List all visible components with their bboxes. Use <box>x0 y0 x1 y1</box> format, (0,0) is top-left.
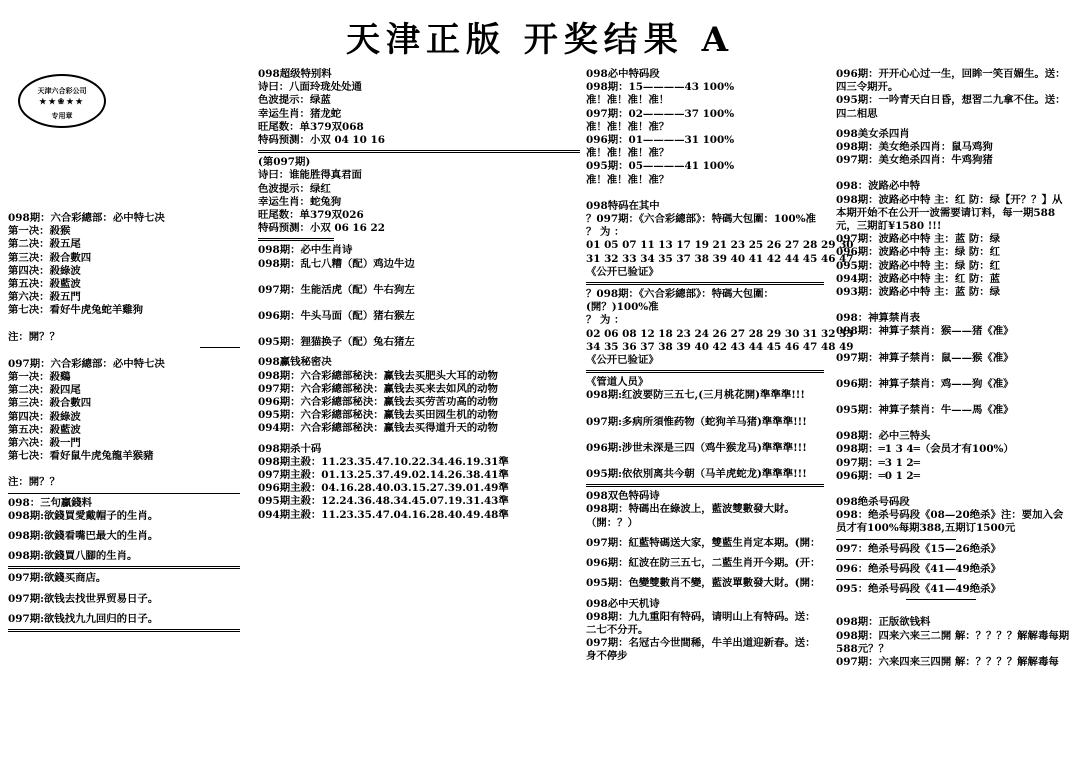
lucky-zodiac-line: 幸运生肖：蛇兔狗 <box>258 195 342 208</box>
color-poem-line: 097期：紅藍特碼送大家，雙藍生肖定本期。(開： <box>586 536 821 549</box>
divider <box>836 539 956 540</box>
phrase-line: 097期:欲钱找九九回归的日子。 <box>8 612 159 625</box>
note-line: 注：開？？ <box>8 476 60 489</box>
block-seven-decisions-098-title: 098期：六合彩總部：必中特七决 <box>8 212 165 224</box>
pipeline-line: 098期:红波要防三五七,(三月桃花開)準準準!!! <box>586 389 805 402</box>
phrase-line: 098期:欲錢看嘴巴最大的生肖。 <box>8 530 159 543</box>
kill-line: 095期主殺：12.24.36.48.34.45.07.19.31.43準 <box>258 495 509 508</box>
block-special-title: 098超级特别料 <box>258 68 332 80</box>
wave-line: 094期：波路必中特 主：红 防：蓝 <box>836 272 1001 285</box>
page-title: 天津正版 开奖结果 A <box>345 20 735 60</box>
block-color-poem-title: 098双色特码诗 <box>586 490 660 503</box>
kill-line: 094期主殺：11.23.35.47.04.16.28.40.49.48準 <box>258 508 509 521</box>
block-wave-title: 098：波路必中特 <box>836 180 921 193</box>
lucky-zodiac-line: 幸运生肖：猪龙蛇 <box>258 107 342 120</box>
block-secret-title: 098赢钱秘密决 <box>258 356 332 369</box>
range-line: 097期：02————37 100% <box>586 107 735 120</box>
wave-line: 095期：波路必中特 主：绿 防：红 <box>836 259 1001 272</box>
block-pipeline-title: 《管道人员》 <box>586 376 649 389</box>
color-poem-line: 098期：特碼出在綠波上，藍波雙數發大財。（開：？） <box>586 503 795 529</box>
divider <box>8 629 240 632</box>
secret-line: 098期：六合彩總部秘決：赢钱去买肥头大耳的动物 <box>258 369 498 382</box>
phrase-line: 098期:欲錢買愛戴帽子的生肖。 <box>8 509 159 522</box>
numbers-row: 34 35 36 37 38 39 40 42 43 44 45 46 47 48 49 <box>586 340 854 353</box>
decision-line: 第七决：看好鼠牛虎兔龍羊猴豬 <box>8 450 154 463</box>
issue-label: (第097期) <box>258 156 311 169</box>
beauty-kill-line: 097期：美女绝杀四肖：牛鸡狗猪 <box>836 154 993 167</box>
column-1 <box>8 68 240 635</box>
numbers-intro: ？097期：《六合彩總部》：特碼大包圍：100%准 <box>586 213 816 226</box>
seal-stars: ★★❀★★ <box>39 96 85 106</box>
divider <box>836 559 956 560</box>
range-line: 098期：15————43 100% <box>586 81 735 94</box>
range-line: 095期：05————41 100% <box>586 160 735 173</box>
tail-number-line: 旺尾数：单379双026 <box>258 209 364 222</box>
three-heads-line: 098期：═1 3 4═（会员才有100%） <box>836 443 1014 456</box>
numbers-for: ？ 为 ： <box>586 226 625 239</box>
divider <box>586 370 824 373</box>
decision-line: 第六决：殺一門 <box>8 437 81 450</box>
phrase-line: 097期:欲钱去找世界贸易日子。 <box>8 592 159 605</box>
three-heads-line: 096期：═0 1 2═ <box>836 469 920 482</box>
kill-line: 096期主殺：04.16.28.40.03.15.27.39.01.49準 <box>258 482 509 495</box>
forbidden-line: 096期：神算子禁肖：鸡——狗《准》 <box>836 377 1014 390</box>
block-money-title: 098期：正版欲钱料 <box>836 616 931 629</box>
wave-line: 096期：波路必中特 主：绿 防：红 <box>836 246 1001 259</box>
column-3 <box>586 68 854 664</box>
phrase-line: 097期:欲錢买商店。 <box>8 572 107 585</box>
decision-line: 第三决：殺合數四 <box>8 251 92 264</box>
numbers-row: 31 32 33 34 35 37 38 39 40 41 42 44 45 46 47 <box>586 252 854 265</box>
divider <box>836 579 956 580</box>
note-line: 注：開？？ <box>8 330 60 343</box>
wave-line: 093期：波路必中特 主：蓝 防：绿 <box>836 286 1001 299</box>
column-2 <box>258 68 580 522</box>
kill-line: 098期主殺：11.23.35.47.10.22.34.46.19.31準 <box>258 455 509 468</box>
secret-line: 097期：六合彩總部秘決：赢钱去买来去如风的动物 <box>258 382 498 395</box>
divider <box>906 599 976 600</box>
range-accuracy: 准！准！准！准？ <box>586 120 670 133</box>
range-accuracy: 准！准！准！准？ <box>586 147 670 160</box>
forbidden-line: 095期：神算子禁肖：牛——馬《准》 <box>836 404 1014 417</box>
poem-line: 诗曰：八面玲珑处处通 <box>258 81 362 94</box>
block-kill-ten-title: 098期杀十码 <box>258 442 322 455</box>
money-line: 098期：四来六来三二開 解：？？？？解解毒每期588元？？ <box>836 629 1070 655</box>
block-kill-range-title: 098绝杀号码段 <box>836 496 910 509</box>
color-hint-line: 色波提示：绿蓝 <box>258 94 331 107</box>
phrase-line: 098期:欲錢買八腳的生肖。 <box>8 550 138 563</box>
fate-poem-line: 098期：九九重阳有特码，请明山上有特码。送：二七不分开。 <box>586 610 816 636</box>
kill-range-line: 098：绝杀号码段《08—20绝杀》注：要加入会员才有100%每期388,五期订1500元 <box>836 509 1064 535</box>
decision-line: 第五决：殺藍波 <box>8 423 81 436</box>
divider <box>586 282 824 285</box>
zodiac-poem-line: 098期：乱七八糟（配）鸡边牛边 <box>258 257 415 270</box>
tail-number-line: 旺尾数：单379双068 <box>258 120 364 133</box>
wave-line: 097期：波路必中特 主：蓝 防：绿 <box>836 233 1001 246</box>
verified-label: 《公开已验证》 <box>586 265 659 278</box>
poem-line: 诗曰：谁能胜得真君面 <box>258 169 362 182</box>
fate-poem-line: 095期：一吟青天白日昏，想習二九拿不住。送：四二相思 <box>836 94 1066 120</box>
money-line: 097期：六来四来三四開 解：？？？？解解毒每 <box>836 655 1059 668</box>
block-three-phrases-title: 098：三句贏錢料 <box>8 496 93 509</box>
fate-poem-line: 096期：开开心心过一生，回眸一笑百媚生。送：四三令期开。 <box>836 68 1066 94</box>
color-poem-line: 095期：色變雙數肖不變，藍波單數發大財。(開： <box>586 577 821 590</box>
block-zodiac-poem-title: 098期：必中生肖诗 <box>258 244 353 257</box>
decision-line: 第四决：殺綠波 <box>8 264 81 277</box>
fate-poem-line: 097期：名冠古今世間稀，牛羊出道迎新春。送：身不停步 <box>586 637 816 663</box>
decision-line: 第六决：殺五門 <box>8 291 81 304</box>
secret-line: 096期：六合彩總部秘決：赢钱去买劳苦功高的动物 <box>258 396 498 409</box>
forbidden-line: 097期：神算子禁肖：鼠——猴《准》 <box>836 351 1014 364</box>
block-forbidden-title: 098：神算禁肖表 <box>836 312 921 325</box>
prediction-line: 特码预测：小双 06 16 22 <box>258 222 385 235</box>
numbers-row: 02 06 08 12 18 23 24 26 27 28 29 30 31 32 33 <box>586 327 854 340</box>
seal-top-text: 天津六合彩公司 <box>37 86 87 95</box>
block-beauty-kill-title: 098美女杀四肖 <box>836 127 910 140</box>
wave-line: 098期：波路必中特 主：红 防：绿【开？？】从本期开始不在公开一波需要请订料，每一期588元，三期訂¥1580 !!! <box>836 193 1063 233</box>
zodiac-poem-line: 096期：牛头马面（配）猪右猴左 <box>258 310 415 323</box>
divider <box>200 347 240 348</box>
decision-line: 第七决：看好牛虎兔蛇羊雞狗 <box>8 304 144 317</box>
decision-line: 第三决：殺合數四 <box>8 397 92 410</box>
numbers-row: 01 05 07 11 13 17 19 21 23 25 26 27 28 29 30 <box>586 239 854 252</box>
secret-line: 094期：六合彩總部秘決：赢钱去买得道升天的动物 <box>258 422 498 435</box>
numbers-for: ？ 为 ： <box>586 314 625 327</box>
decision-line: 第一决：殺鷄 <box>8 371 71 384</box>
prediction-line: 特码预测：小双 04 10 16 <box>258 134 385 147</box>
decision-line: 第五决：殺藍波 <box>8 278 81 291</box>
divider <box>258 150 580 153</box>
pipeline-line: 096期:涉世未深是三四（鸡牛猴龙马)準準準!!! <box>586 441 807 454</box>
divider <box>258 238 334 241</box>
color-poem-line: 096期：紅波在防三五七，二藍生肖开今期。(开： <box>586 557 821 570</box>
kill-range-line: 096：绝杀号码段《41—49绝杀》 <box>836 562 1001 575</box>
block-numbers-title: 098特码在其中 <box>586 199 660 212</box>
decision-line: 第二决：殺四尾 <box>8 384 81 397</box>
pipeline-line: 097期:多病所須惟药物（蛇狗羊马猪)準準準!!! <box>586 415 807 428</box>
three-heads-line: 097期：═3 1 2═ <box>836 456 920 469</box>
divider <box>8 566 240 569</box>
block-three-heads-title: 098期：必中三特头 <box>836 430 931 443</box>
zodiac-poem-line: 097期：生能活虎（配）牛右狗左 <box>258 283 415 296</box>
kill-range-line: 095：绝杀号码段《41—49绝杀》 <box>836 583 1001 596</box>
numbers-intro: ？098期：《六合彩總部》：特碼大包圍：(開？)100%准 <box>586 288 774 314</box>
decision-line: 第二决：殺五尾 <box>8 238 81 251</box>
divider <box>586 484 824 487</box>
beauty-kill-line: 098期：美女绝杀四肖：鼠马鸡狗 <box>836 141 993 154</box>
range-accuracy: 准！准！准！准！ <box>586 94 670 107</box>
color-hint-line: 色波提示：绿红 <box>258 182 331 195</box>
decision-line: 第一决：殺猴 <box>8 225 71 238</box>
block-seven-decisions-097-title: 097期：六合彩總部：必中特七决 <box>8 357 165 370</box>
secret-line: 095期：六合彩總部秘決：赢钱去买田园生机的动物 <box>258 409 498 422</box>
block-range-title: 098必中特码段 <box>586 68 660 80</box>
zodiac-poem-line: 095期：狸猫换子（配）兔右猪左 <box>258 336 415 349</box>
column-4 <box>836 68 1072 669</box>
pipeline-line: 095期:依依別离共今朝（马羊虎蛇龙)準準準!!! <box>586 468 807 481</box>
verified-label: 《公开已验证》 <box>586 354 659 367</box>
official-seal <box>18 74 106 128</box>
divider <box>8 493 240 494</box>
seal-bottom-text: 专用章 <box>51 111 73 120</box>
kill-range-line: 097：绝杀号码段《15—26绝杀》 <box>836 542 1001 555</box>
range-line: 096期：01————31 100% <box>586 134 735 147</box>
block-fate-poem-title: 098必中天机诗 <box>586 597 660 610</box>
kill-line: 097期主殺：01.13.25.37.49.02.14.26.38.41準 <box>258 469 509 482</box>
range-accuracy: 准！准！准！准？ <box>586 173 670 186</box>
decision-line: 第四决：殺綠波 <box>8 410 81 423</box>
forbidden-line: 098期：神算子禁肖：猴——猪《准》 <box>836 325 1014 338</box>
